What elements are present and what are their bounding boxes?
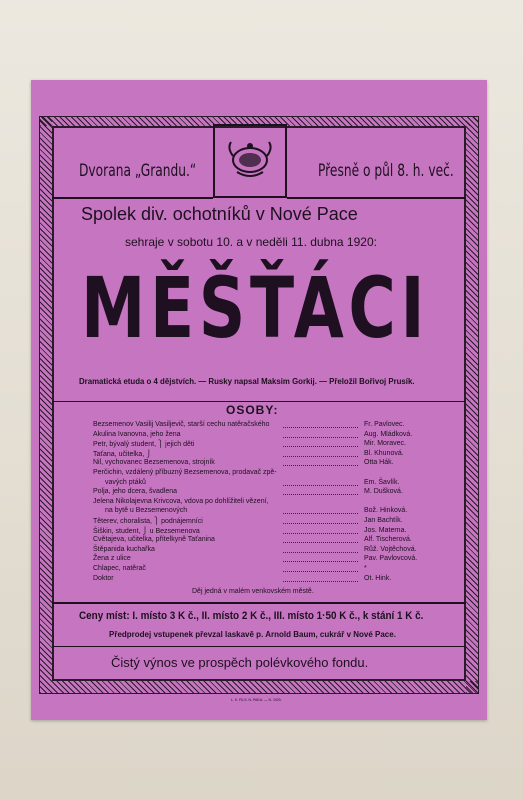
cast-row (93, 459, 453, 469)
leader-dots (283, 523, 358, 524)
cast-row (93, 536, 453, 546)
cast-row (93, 527, 453, 537)
cast-actor: Fr. Pavlovec. (364, 421, 405, 428)
cast-row (93, 517, 453, 527)
leader-dots (283, 571, 358, 572)
cast-role: Nil, vychovanec Bezsemenova, strojník (93, 459, 215, 467)
leader-dots (283, 456, 358, 457)
leader-dots (283, 427, 358, 428)
leader-dots (283, 494, 358, 495)
cast-row (93, 546, 453, 556)
cast-role: Chlapec, natěrač (93, 565, 146, 572)
venue-label: Dvorana „Grandu.“ (79, 161, 197, 181)
cast-role: Cvětajeva, učitelka, přítelkyně Taťanina (93, 536, 215, 544)
cast-actor: Bož. Hinková. (364, 507, 408, 515)
prices-top-rule (52, 602, 466, 604)
leader-dots (283, 437, 358, 438)
cast-row (93, 469, 453, 479)
leader-dots (283, 446, 358, 447)
header-rule (52, 197, 213, 199)
cast-role: Štěpanida kuchařka (93, 545, 155, 553)
cast-row (93, 440, 453, 450)
cast-role: Petr, bývalý student, ⎫ jejich děti (93, 441, 195, 449)
cast-actor: * (364, 565, 367, 572)
cast-role: Taťana, učitelka, ⎭ (93, 450, 152, 458)
cast-actor: Jan Bachtík. (364, 517, 403, 524)
cast-role: Akulina Ivanovna, jeho žena (93, 430, 181, 438)
cast-role: Doktor (93, 574, 114, 582)
society-name: Spolek div. ochotníků v Nové Pace (81, 204, 358, 224)
cast-actor: Aug. Mládková. (364, 430, 413, 438)
play-title: MĚŠŤÁCI (81, 259, 430, 357)
leader-dots (283, 552, 358, 553)
cast-role: na bytě u Bezsemenových (105, 507, 188, 515)
leader-dots (283, 533, 358, 534)
cast-row (93, 575, 453, 585)
cast-row (93, 431, 453, 441)
cast-row (93, 479, 453, 489)
leader-dots (283, 485, 358, 486)
cast-actor: Em. Šavlík. (364, 478, 400, 486)
proceeds-top-rule (52, 646, 466, 647)
cast-actor: Pav. Pavlovcová. (364, 555, 418, 563)
cast-actor: M. Dušková. (364, 488, 403, 496)
cast-top-rule (52, 401, 466, 402)
cast-actor: Jos. Materna. (364, 526, 407, 534)
performance-dates: sehraje v sobotu 10. a v neděli 11. dubna 1920: (125, 235, 377, 249)
start-time-label: Přesně o půl 8. h. več. (318, 161, 454, 181)
cast-row (93, 555, 453, 565)
theatre-poster (31, 80, 487, 720)
cast-row (93, 421, 453, 431)
leader-dots (283, 581, 358, 582)
proceeds-note: Čistý výnos ve prospěch polévkového fondu. (111, 655, 369, 670)
play-subtitle: Dramatická etuda o 4 dějstvích. — Rusky napsal Maksim Gorkij. — Přeložil Bořivoj Prusík. (79, 377, 415, 386)
cast-heading: OSOBY: (226, 403, 279, 417)
cast-role: vavých ptáků (105, 478, 146, 486)
leader-dots (283, 513, 358, 514)
cast-role: Bezsemenov Vasilij Vasiljevič, starší cechu natěračského (93, 421, 270, 428)
cast-row (93, 450, 453, 460)
ticket-prices: Ceny míst: I. místo 3 K č., II. místo 2 K č., III. místo 1·50 K č., k stání 1 K č. (79, 610, 424, 622)
cast-role: Perčichin, vzdálený příbuzný Bezsemenova, prodavač zpě- (93, 469, 277, 476)
leader-dots (283, 561, 358, 562)
town-crest-icon (215, 126, 285, 196)
cast-list (31, 421, 487, 591)
cast-row (93, 565, 453, 575)
border-band-left (40, 117, 52, 693)
cast-row (93, 498, 453, 508)
leader-dots (283, 542, 358, 543)
setting-note: Děj jedná v malém venkovském městě. (192, 588, 314, 595)
emblem-box (213, 124, 287, 198)
header-rule-right (287, 197, 466, 199)
border-band-bottom (40, 681, 478, 693)
cast-actor: Bl. Khunová. (364, 449, 404, 457)
cast-role: Žena z ulice (93, 555, 131, 563)
leader-dots (283, 465, 358, 466)
cast-actor: Ot. Hink. (364, 574, 392, 582)
cast-row (93, 507, 453, 517)
cast-role: Polja, jeho dcera, švadlena (93, 488, 178, 496)
cast-actor: Alf. Tischerová. (364, 536, 412, 544)
border-band-right (466, 117, 478, 693)
presale-info: Předprodej vstupenek převzal laskavě p. Arnold Baum, cukrář v Nové Pace. (109, 630, 396, 639)
printer-imprint: L. K. FILS. N. PAKA. — N. 1920. (231, 698, 282, 702)
cast-row (93, 488, 453, 498)
cast-actor: Otta Hák. (364, 459, 394, 467)
cast-role: Jelena Nikolajevna Krivcova, vdova po dohlížiteli vězení, (93, 497, 269, 505)
cast-role: Těterev, choralista, ⎫ podnájemníci (93, 518, 203, 525)
cast-actor: Mir. Moravec. (364, 440, 407, 448)
cast-role: Šiškin, student, ⎭ u Bezsemenova (93, 527, 200, 535)
cast-actor: Růž. Vojtěchová. (364, 545, 417, 553)
